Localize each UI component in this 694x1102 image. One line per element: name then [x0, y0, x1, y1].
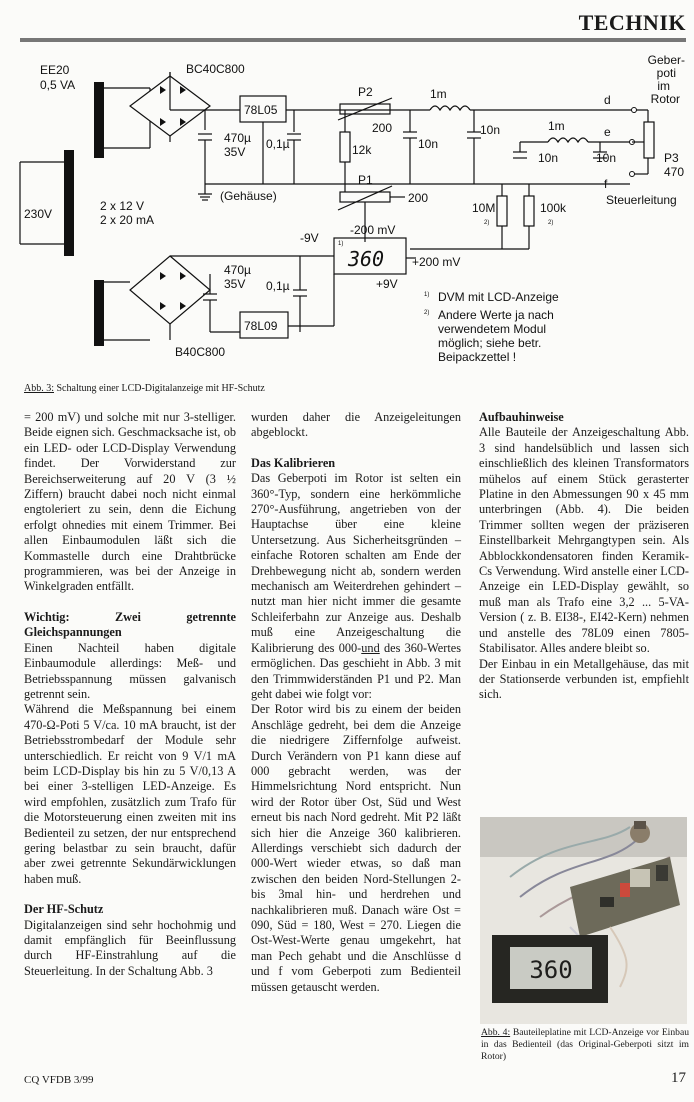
svg-text:1): 1) [424, 292, 430, 298]
col2-paragraph-3: Der Rotor wird bis zu einem der beiden Anschläge gedreht, bei dem die Anzeige die niedrigere Ziffernfolge aufweist. Durch Verändern von P1 kann diese auf 000 gebracht werden, was der Himmelsrichtung Nord entspricht. Nun wird der Rotor über Ost, Süd und West erneut bis nach Nord gedreht. Mit P2 läßt sich hier die Anzeige 360 kalibrieren. Allerdings verschiebt sich dadurch der 000-Wert wieder etwas, so daß man zwischen den beiden Nord-Stellungen 2- bis 3mal hin- und herdrehen und nachkalibrieren muß. Danach wäre Ost = 090, Süd = 180, West = 270. Liegen die Ost-West-Werte genau umgekehrt, hat man Pech gehabt und die Anschlüsse d und f vom Geberpoti zum Bedienteil müssen getauscht werden. [251, 702, 461, 994]
svg-text:Rotor: Rotor [650, 92, 680, 106]
svg-text:+200 mV: +200 mV [412, 255, 461, 269]
col1-paragraph-2: Einen Nachteil haben digitale Einbaumodule allerdings: Meß- und Betriebsspannung müssen galvanisch getrennt sein. [24, 640, 236, 701]
svg-text:poti: poti [656, 66, 676, 80]
section-title: TECHNIK [578, 10, 686, 35]
svg-text:BC40C800: BC40C800 [186, 62, 245, 76]
svg-text:B40C800: B40C800 [175, 345, 226, 359]
svg-text:200: 200 [408, 191, 429, 205]
svg-text:470µ: 470µ [224, 263, 251, 277]
bridge-rectifier-2 [130, 256, 210, 324]
col3-paragraph-2: Der Einbau in ein Metallgehäuse, das mit der Stationserde verbunden ist, empfiehlt sich. [479, 656, 689, 702]
svg-text:2 x 20 mA: 2 x 20 mA [100, 213, 155, 227]
svg-text:e: e [604, 125, 611, 139]
figure-3-label: Abb. 3: [24, 383, 54, 394]
svg-text:d: d [604, 93, 611, 107]
column-3 [479, 410, 689, 703]
svg-text:10n: 10n [480, 123, 501, 137]
col2-paragraph-2: Das Geberpoti im Rotor ist selten ein 360°-Typ, sondern eine herkömmliche 270°-Ausführung, angetrieben von der Hauptachse über eine kleine Untersetzung. Aus Sicherheitsgründen – einfache Rotoren schalten am Ende der Drehbewegung nicht ab, sondern werden mechanisch am Weiterdrehen gehindert – nutzt man hier nicht immer die gesamte Schleiferbahn zur Anzeige aus. Deshalb muß eine Anzeigeschaltung die Kalibrierung des 000-und des 360-Wertes ermöglichen. Das geschieht in Abb. 3 mit den Trimmwiderständen P1 und P2. Man geht dabei wie folgt vor: [251, 471, 461, 701]
svg-text:1): 1) [338, 241, 344, 247]
svg-text:P3: P3 [664, 151, 679, 165]
transformer-primary [64, 150, 74, 256]
svg-text:0,1µ: 0,1µ [266, 279, 290, 293]
dvm-readout: 360 [347, 247, 385, 271]
figure-3-caption [24, 383, 265, 394]
svg-text:EE20: EE20 [40, 63, 70, 77]
svg-text:Andere Werte ja nach: Andere Werte ja nach [438, 308, 554, 322]
svg-text:470: 470 [664, 165, 685, 179]
svg-text:10n: 10n [538, 151, 559, 165]
svg-text:DVM mit LCD-Anzeige: DVM mit LCD-Anzeige [438, 290, 559, 304]
svg-text:10M: 10M [472, 201, 496, 215]
col1-heading-1: Wichtig: Zwei getrennte Gleichspannungen [24, 609, 236, 640]
svg-text:78L05: 78L05 [244, 103, 278, 117]
svg-text:f: f [604, 177, 608, 191]
svg-text:100k: 100k [540, 201, 567, 215]
svg-text:Steuerleitung: Steuerleitung [606, 193, 677, 207]
col3-heading-1: Aufbauhinweise [479, 410, 564, 424]
svg-text:78L09: 78L09 [244, 319, 278, 333]
col2-heading-1: Das Kalibrieren [251, 455, 336, 470]
svg-text:P1: P1 [358, 173, 373, 187]
svg-text:230V: 230V [24, 207, 53, 221]
svg-text:0,5 VA: 0,5 VA [40, 78, 76, 92]
header-rule [20, 38, 686, 42]
col1-heading-2: Der HF-Schutz [24, 902, 104, 917]
svg-text:35V: 35V [224, 145, 246, 159]
trimmer-p1 [340, 192, 390, 202]
transformer-secondary-bottom [94, 280, 104, 346]
figure-4-text: Bauteileplatine mit LCD-Anzeige vor Einbau in das Bedienteil (das Original-Geberpoti sitzt im Rotor) [481, 1027, 689, 1062]
col3-paragraph-1: Alle Bauteile der Anzeigeschaltung Abb. 3 sind handelsüblich und lassen sich einschließlich des kleinen Transformators mühelos auf einem Stück gerasterter Platine in den Abmessungen 90 x 45 mm unterbringen (Abb. 4). Die beiden Trimmer sollten wegen der präziseren Einstellbarkeit Mehrgangtypen sein. Als Abblockkondensatoren finden Keramik-Cs Verwendung. Wird anstelle einer LCD-Anzeige ein LED-Display gewählt, so muß man als Trafo eine 3,2 ... 5-VA-Version ( z. B. EI38-, EI42-Kern) nehmen und anstelle des 78L09 einen 7805-Stabilisator. Alles andere bleibt so. [479, 425, 689, 656]
svg-text:2): 2) [484, 220, 490, 226]
svg-text:Geber-: Geber- [647, 53, 685, 67]
figure-4-label: Abb. 4: [481, 1027, 511, 1038]
col1-paragraph-1: = 200 mV) und solche mit nur 3-stelliger. Beide eignen sich. Geschmacksache ist, ob ein LED- oder LCD-Display Verwendung findet. Der Vorwiderstand zur Bereichserweiterung auf 20 V (3 ½ Ziffern) braucht dabei noch nicht einmal engtoleriert zu sein, denn die Eichung erfolgt ohnedies mit einem Trimmer. Bei allen Einbaumodulen läßt sich die Kommastelle durch eine Drahtbrücke programmieren, was bei der Anzeige in Winkelgraden entfällt. [24, 410, 236, 594]
circuit-schematic [0, 44, 694, 384]
figure-4-photo [480, 817, 687, 1024]
svg-text:-9V: -9V [300, 231, 319, 245]
svg-text:-200 mV: -200 mV [350, 223, 396, 237]
svg-text:0,1µ: 0,1µ [266, 137, 290, 151]
svg-text:470µ: 470µ [224, 131, 251, 145]
svg-text:200: 200 [372, 121, 393, 135]
figure-4-caption [481, 1027, 689, 1063]
svg-text:2): 2) [424, 310, 430, 316]
svg-text:(Gehäuse): (Gehäuse) [220, 189, 277, 203]
column-2 [251, 410, 461, 995]
svg-text:P2: P2 [358, 85, 373, 99]
col1-paragraph-3: Während die Meßspannung bei einem 470-Ω-Poti 5 V/ca. 10 mA braucht, ist der Betriebsstrombedarf der Module sehr unterschiedlich. Er reicht von 9 V/1 mA beim LCD-Display bis hin zu 5 V/0,13 A bei einer 3-stelligen LED-Anzeige. Es wird empfohlen, zusätzlich zum Trafo für die Motorsteuerung einen zweiten mit ins Bedienteil zu setzen, der nur entsprechend gering belastbar zu sein braucht, dafür aber zwei getrennte Sekundärwicklungen haben muß. [24, 702, 236, 886]
svg-text:möglich; siehe betr.: möglich; siehe betr. [438, 336, 542, 350]
svg-text:1m: 1m [548, 119, 565, 133]
figure-3-text: Schaltung einer LCD-Digitalanzeige mit HF-Schutz [54, 383, 265, 394]
coil-1m-top [430, 106, 470, 110]
svg-text:2 x 12 V: 2 x 12 V [100, 199, 145, 213]
resistor-12k [340, 132, 350, 162]
svg-text:12k: 12k [352, 143, 372, 157]
footer-issue: CQ VFDB 3/99 [24, 1074, 94, 1086]
svg-text:35V: 35V [224, 277, 246, 291]
svg-text:verwendetem Modul: verwendetem Modul [438, 322, 547, 336]
transformer-secondary-top [94, 82, 104, 158]
svg-text:2): 2) [548, 220, 554, 226]
svg-text:10n: 10n [596, 151, 617, 165]
svg-text:+9V: +9V [376, 277, 398, 291]
svg-text:Beipackzettel !: Beipackzettel ! [438, 350, 517, 364]
photo-lcd-readout: 360 [529, 956, 573, 984]
coil-1m-mid [548, 138, 588, 142]
resistor-10m [497, 196, 507, 226]
svg-text:im: im [657, 79, 670, 93]
page-number: 17 [671, 1070, 686, 1086]
col1-paragraph-4: Digitalanzeigen sind sehr hochohmig und damit empfänglich für Beeinflussung durch HF-Einstrahlung auf die Steuerleitung. In der Schaltung Abb. 3 [24, 917, 236, 978]
svg-text:1m: 1m [430, 87, 447, 101]
svg-text:10n: 10n [418, 137, 439, 151]
column-1 [24, 410, 236, 979]
col2-paragraph-1: wurden daher die Anzeigeleitungen abgeblockt. [251, 410, 461, 440]
potentiometer-p3 [644, 122, 654, 158]
resistor-100k [524, 196, 534, 226]
